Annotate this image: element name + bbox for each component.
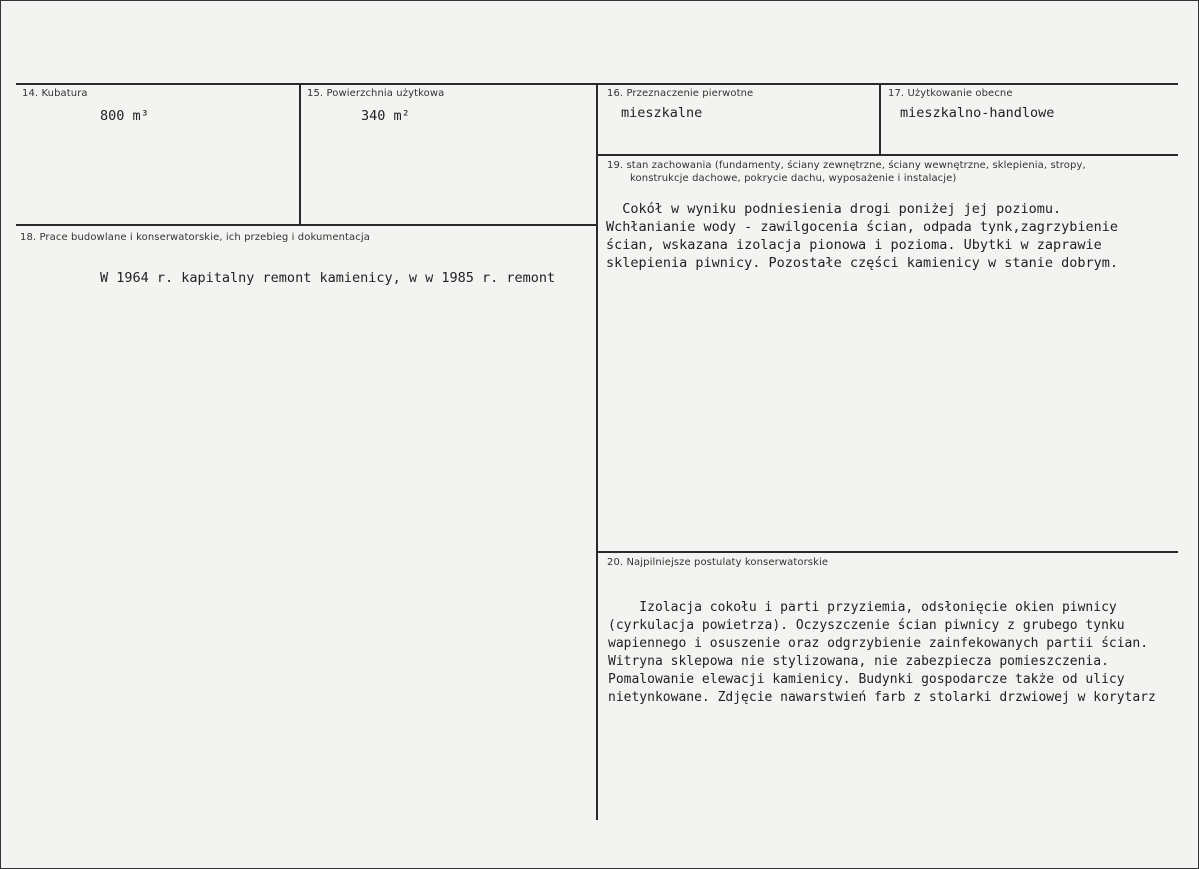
field-19-line-1: Cokół w wyniku podniesienia drogi poniżej jej poziomu. <box>606 201 1062 217</box>
field-15-label: 15. Powierzchnia użytkowa <box>307 88 445 99</box>
field-16-label: 16. Przeznaczenie pierwotne <box>607 88 754 99</box>
field-14-value: 800 m³ <box>100 108 149 124</box>
field-17-label: 17. Użytkowanie obecne <box>888 88 1013 99</box>
field-20-line-1: Izolacja cokołu i parti przyziemia, odsłonięcie okien piwnicy <box>608 600 1117 615</box>
field-17-value: mieszkalno-handlowe <box>900 105 1055 121</box>
field-20-line-3: wapiennego i osuszenie oraz odgrzybienie zainfekowanych partii ścian. <box>608 636 1149 651</box>
center-divider <box>596 83 598 820</box>
field-20-label: 20. Najpilniejsze postulaty konserwatorskie <box>607 557 829 568</box>
field-14-label: 14. Kubatura <box>22 88 88 99</box>
field-19-line-4: sklepienia piwnicy. Pozostałe części kamienicy w stanie dobrym. <box>606 255 1119 271</box>
field-19-line-3: ścian, wskazana izolacja pionowa i pozioma. Ubytki w zaprawie <box>606 237 1102 253</box>
field-15-value: 340 m² <box>361 108 410 124</box>
field-19-text <box>606 200 1118 272</box>
field-20-line-6: nietynkowane. Zdjęcie nawarstwień farb z stolarki drzwiowej w korytarz <box>608 690 1156 705</box>
field-19-label-line1: 19. stan zachowania (fundamenty, ściany zewnętrzne, ściany wewnętrzne, sklepienia, stropy, <box>607 160 1086 171</box>
rule-under-14-15 <box>16 224 598 226</box>
field-18-label: 18. Prace budowlane i konserwatorskie, ich przebieg i dokumentacja <box>20 232 370 243</box>
field-16-value: mieszkalne <box>621 105 703 121</box>
divider-16-17 <box>879 83 881 156</box>
field-18-value: W 1964 r. kapitalny remont kamienicy, w w 1985 r. remont <box>100 270 556 286</box>
field-20-line-2: (cyrkulacja powietrza). Oczyszczenie ścian piwnicy z grubego tynku <box>608 618 1125 633</box>
field-20-text <box>608 599 1156 707</box>
field-19-line-2: Wchłanianie wody - zawilgocenia ścian, odpada tynk,zagrzybienie <box>606 219 1119 235</box>
field-20-line-4: Witryna sklepowa nie stylizowana, nie zabezpiecza pomieszczenia. <box>608 654 1109 669</box>
rule-above-20 <box>598 551 1178 553</box>
divider-14-15 <box>299 83 301 226</box>
rule-under-16-17 <box>598 154 1178 156</box>
field-20-line-5: Pomalowanie elewacji kamienicy. Budynki gospodarcze także od ulicy <box>608 672 1125 687</box>
field-19-label-line2: konstrukcje dachowe, pokrycie dachu, wyposażenie i instalacje) <box>630 173 957 184</box>
